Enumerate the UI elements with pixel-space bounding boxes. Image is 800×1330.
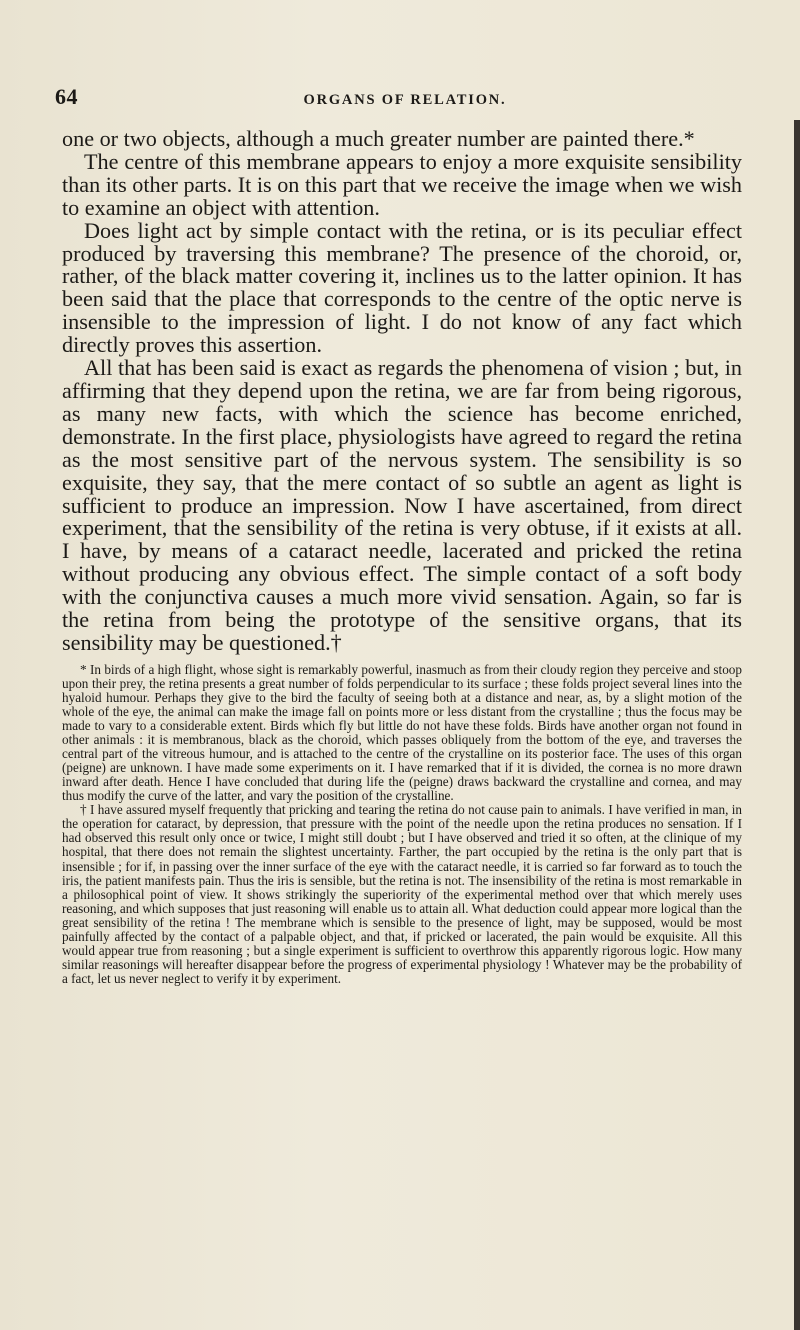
running-head: ORGANS OF RELATION.	[303, 92, 507, 108]
footnote: * In birds of a high flight, whose sight is remarkably powerful, inasmuch as from their cloudy region they perceive and stoop upon their prey, the retina presents a great number of folds perpendicular to its surface ; these folds project several lines into the hyaloid humour. Perhaps they give to the bird the faculty of seeing both at a distance and near, as, by a slight motion of the whole of the eye, the animal can make the image fall on points more or less distant from the crystalline ; thus the focus may be made to vary to a considerable extent. Birds which fly but little do not have these folds. Birds have another organ not found in other animals : it is membranous, black as the choroid, which passes obliquely from the bottom of the eye, and traverses the central part of the vitreous humour, and is attached to the centre of the crystalline on its posterior face. The uses of this organ (peigne) are unknown. I have made some experiments on it. I have remarked that if it is divided, the cornea is no more drawn inward after death. Hence I have concluded that during life the (peigne) draws backward the crystalline and cornea, and may thus modify the curve of the latter, and vary the position of the crystalline.	[62, 661, 742, 804]
footnote: † I have assured myself frequently that pricking and tearing the retina do not cause pain to animals. I have verified in man, in the operation for cataract, by depression, that pressure with the point of the needle upon the retina produces no sensation. If I had observed this result only once or twice, I might still doubt ; but I have observed and tried it so often, at the clinique of my hospital, that there does not remain the slightest uncertainty. Farther, the part occupied by the retina is the only part that is insensible ; for if, in passing over the inner surface of the eye with the cataract needle, it is carried so far forward as to touch the iris, the patient manifests pain. Thus the iris is sensible, but the retina is not. The insensibility of the retina is most remarkable in a philosophical point of view. It shows strikingly the superiority of the experimental method over that which merely uses reasoning, and which supposes that just reasoning will enable us to attain all. What deduction could appear more logical than the great sensibility of the retina ! The membrane which is sensible to the presence of light, may be supposed, would be most painfully affected by the contact of a palpable object, and that, if pricked or lacerated, the pain would be exquisite. All this would appear true from reasoning ; but a single experiment is sufficient to overthrow this apparently rigorous logic. How many similar reasonings will hereafter disappear before the progress of experimental physiology ! Whatever may be the probability of a fact, let us never neglect to verify it by experiment.	[62, 802, 742, 986]
paragraph: Does light act by simple contact with the retina, or is its peculiar effect produced by traversing this membrane? The presence of the choroid, or, rather, of the black matter covering it, inclines us to the latter opinion. It has been said that the place that corresponds to the centre of the optic nerve is insensible to the impression of light. I do not know of any fact which directly proves this assertion.	[62, 217, 742, 358]
paragraph: The centre of this membrane appears to enjoy a more exquisite sensibility than its other parts. It is on this part that we receive the image when we wish to examine an object with attention.	[62, 148, 742, 220]
paragraph: one or two objects, although a much greater number are painted there.*	[62, 126, 695, 151]
footnotes	[62, 663, 742, 986]
page-body	[62, 128, 742, 986]
main-text	[62, 128, 742, 655]
page-header	[55, 84, 755, 108]
page-binding-edge	[794, 120, 800, 1330]
paragraph: All that has been said is exact as regards the phenomena of vision ; but, in affirming that they depend upon the retina, we are far from being rigorous, as many new facts, with which the science has become enriched, demonstrate. In the first place, physiologists have agreed to regard the retina as the most sensitive part of the nervous system. The sensibility is so exquisite, they say, that the mere contact of so subtle an agent as light is sufficient to produce an impression. Now I have ascertained, from direct experiment, that the sensibility of the retina is very obtuse, if it exists at all. I have, by means of a cataract needle, lacerated and pricked the retina without producing any obvious effect. The simple contact of a soft body with the conjunctiva causes a much more vivid sensation. Again, so far is the retina from being the prototype of the sensitive organs, that its sensibility may be questioned.†	[62, 355, 742, 655]
page-number: 64	[55, 84, 78, 109]
